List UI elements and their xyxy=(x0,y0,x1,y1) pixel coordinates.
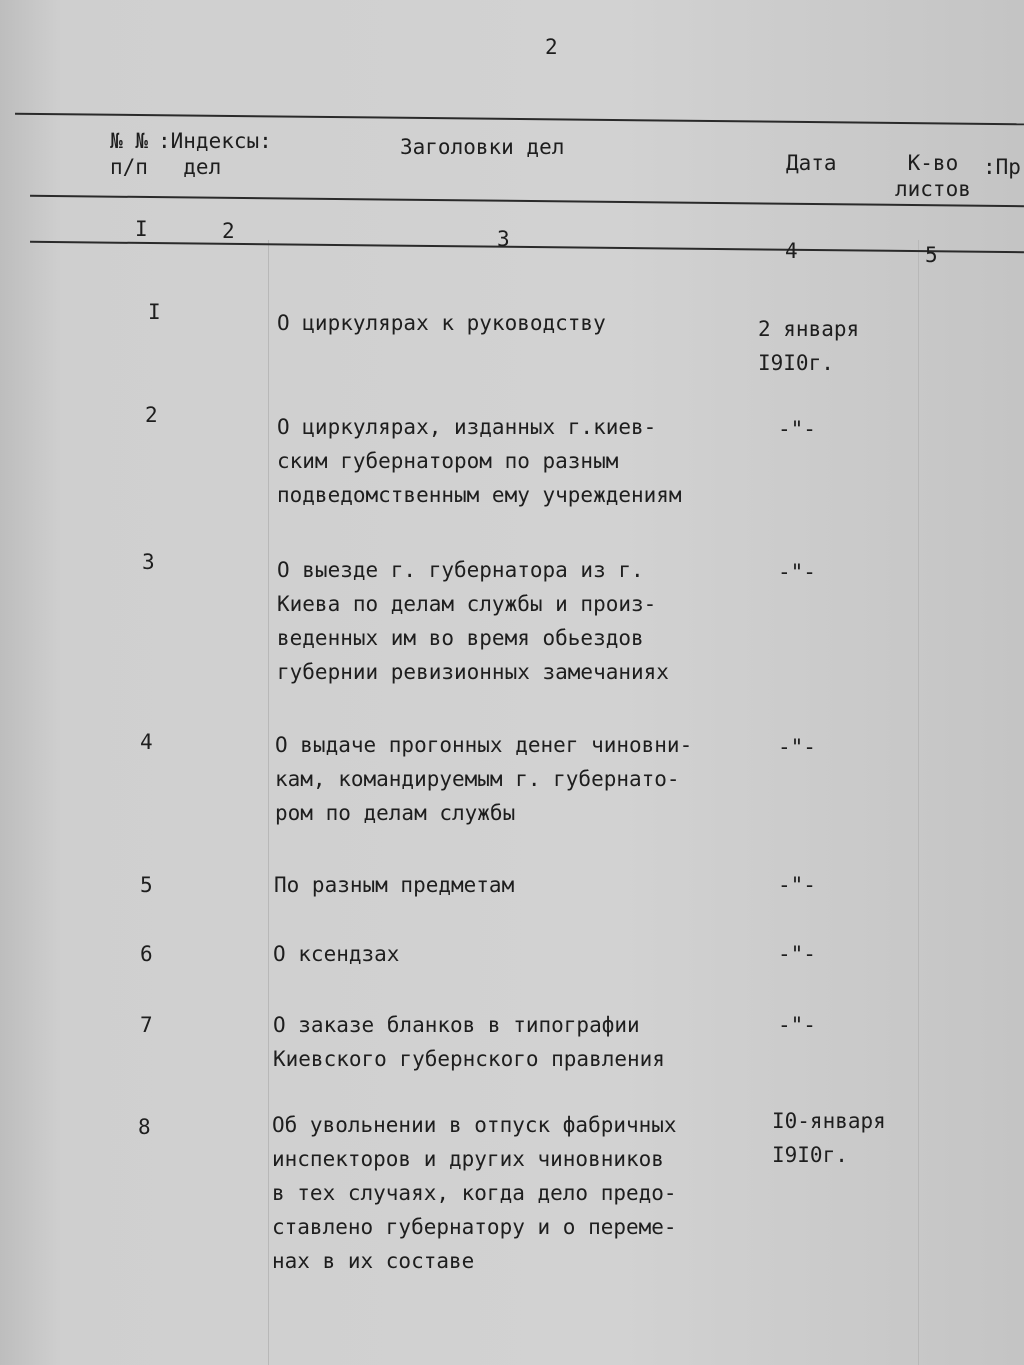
col-number: 4 xyxy=(785,239,798,263)
row-title: О выезде г. губернатора из г. Киева по делам службы и произ- веденных им во время обьездов губернии ревизионных замечаниях xyxy=(277,558,669,684)
row-date: 2 января I9I0г. xyxy=(758,317,860,375)
header-rule xyxy=(30,241,1024,253)
header-sheets: К-во листов xyxy=(895,151,971,201)
col-number: 5 xyxy=(925,243,938,267)
row-date: -"- xyxy=(778,735,816,759)
column-rule xyxy=(918,240,919,1365)
col-number: I xyxy=(135,217,148,241)
row-title: О выдаче прогонных денег чиновни- кам, командируемым г. губернато- ром по делам службы xyxy=(275,733,693,825)
row-title: По разным предметам xyxy=(274,873,515,897)
page-number: 2 xyxy=(545,35,558,59)
row-date: -"- xyxy=(778,873,816,897)
col-number: 3 xyxy=(497,227,510,251)
row-number: 4 xyxy=(140,730,153,754)
row-date: I0-января I9I0г. xyxy=(772,1109,886,1167)
row-title: О ксендзах xyxy=(273,942,400,966)
header-date: Дата xyxy=(786,151,837,175)
row-date: -"- xyxy=(778,417,816,441)
row-title: Об увольнении в отпуск фабричных инспекторов и других чиновников в тех случаях, когда дело предо- ставлено губернатору и о переме- нах в их составе xyxy=(272,1113,677,1273)
row-date: -"- xyxy=(778,942,816,966)
row-number: 6 xyxy=(140,942,153,966)
row-number: 8 xyxy=(138,1115,151,1139)
header-notes: :Пр xyxy=(983,155,1021,179)
row-title: О циркулярах к руководству xyxy=(277,311,606,335)
header-number: № № п/п xyxy=(110,129,148,179)
row-date: -"- xyxy=(778,1013,816,1037)
row-number: 2 xyxy=(145,403,158,427)
row-number: I xyxy=(148,300,161,324)
row-title: О циркулярах, изданных г.киев- ским губернатором по разным подведомственным ему учреждениям xyxy=(277,415,682,507)
row-number: 5 xyxy=(140,873,153,897)
row-date: -"- xyxy=(778,560,816,584)
col-number: 2 xyxy=(222,219,235,243)
column-rule xyxy=(268,240,269,1365)
header-rule xyxy=(30,195,1024,207)
header-index: :Индексы: дел xyxy=(158,129,272,179)
row-title: О заказе бланков в типографии Киевского губернского правления xyxy=(273,1013,665,1071)
header-title: Заголовки дел xyxy=(400,135,565,159)
row-number: 7 xyxy=(140,1013,153,1037)
header-rule xyxy=(15,113,1024,126)
row-number: 3 xyxy=(142,550,155,574)
